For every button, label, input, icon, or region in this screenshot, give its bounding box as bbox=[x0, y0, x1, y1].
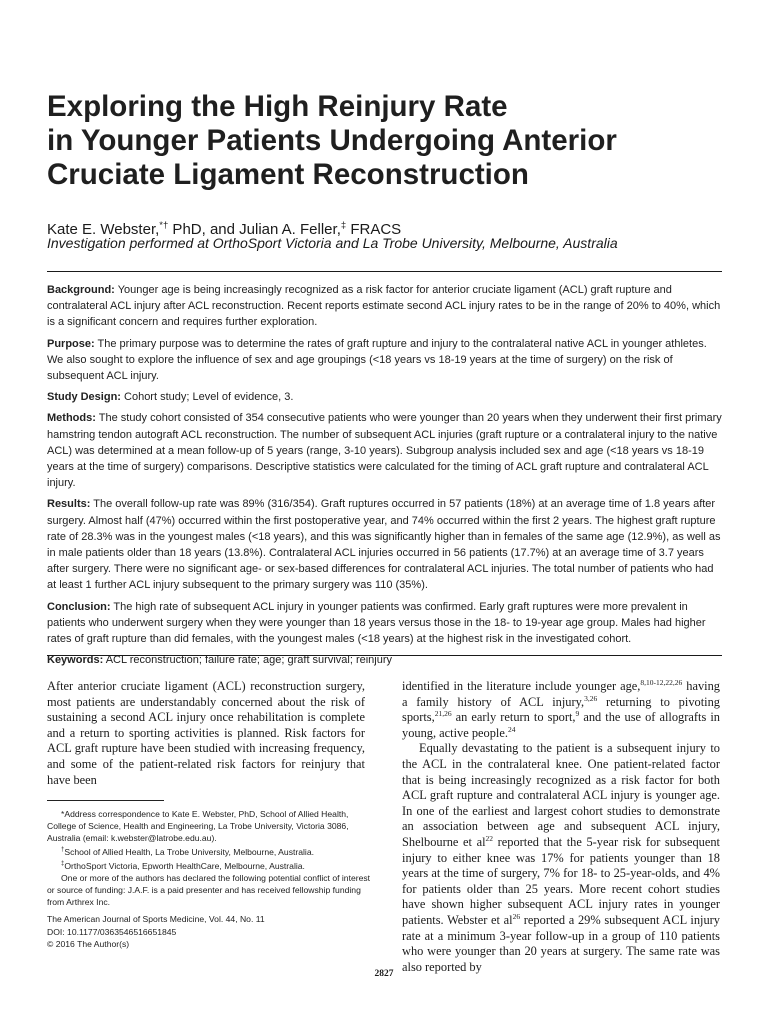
section-label: Study Design: bbox=[47, 391, 121, 404]
section-label: Background: bbox=[47, 284, 115, 296]
citation-ref: 9 bbox=[575, 709, 580, 719]
abstract-background: Background: Younger age is being increasingly recognized as a risk factor for anterior cruciate ligament (ACL) graft rupture and contralateral ACL injury after ACL reconstruction. Recent reports estimate second ACL injury rates to be in the range of 20% to 40%, which is a significant concern and requires further exploration. bbox=[47, 284, 721, 329]
abstract-bottom-rule bbox=[47, 655, 722, 656]
section-label: Conclusion: bbox=[47, 600, 111, 613]
section-label: Purpose: bbox=[47, 337, 95, 350]
footnote-affiliation: †School of Allied Health, La Trobe University, Melbourne, Australia. bbox=[61, 846, 315, 857]
body-left-column bbox=[47, 679, 365, 788]
footnote-correspondence: *Address correspondence to Kate E. Webster, PhD, School of Allied Health, College of Science, Health and Engineering, La Trobe University, Victoria 3086, Australia (email: k.webster@latrobe.edu.au). bbox=[47, 809, 349, 843]
citation-ref: 26 bbox=[512, 911, 521, 921]
footnote-rule bbox=[47, 800, 164, 801]
abstract bbox=[47, 282, 722, 673]
journal-info bbox=[47, 913, 377, 951]
citation-ref: 21,26 bbox=[434, 709, 452, 719]
footnote-conflict: One or more of the authors has declared the following potential conflict of interest or source of funding: J.A.F. is a paid presenter and has received fellowship funding from Arthrex Inc. bbox=[47, 872, 371, 907]
journal-copyright: © 2016 The Author(s) bbox=[47, 939, 130, 949]
abstract-conclusion: Conclusion: The high rate of subsequent ACL injury in younger patients was confirmed. Early graft ruptures were more prevalent in patients who underwent surgery when they were younger than 18 years versus those in the 18- to 19-year age group. Males had higher rates of graft rupture than did females, with the youngest males (<18 years) at the highest risk in the investigated cohort. bbox=[47, 600, 706, 646]
abstract-methods: Methods: The study cohort consisted of 354 consecutive patients who were younger than 20 years when they underwent their first primary hamstring tendon autograft ACL reconstruction. The number of subsequent ACL injuries (graft rupture or a contralateral injury to the native ACL) was determined at a mean follow-up of 5 years (range, 3-10 years). Subgroup analysis included sex and age (<18 years vs 18-19 years at the time of surgery) comparisons. Descriptive statistics were calculated for the timing of ACL graft rupture and contralateral ACL injury. bbox=[47, 412, 722, 490]
title-line: in Younger Patients Undergoing Anterior bbox=[47, 124, 617, 157]
abstract-study-design: Study Design: Cohort study; Level of evidence, 3. bbox=[47, 391, 294, 404]
footnote-affiliation: ‡OrthoSport Victoria, Epworth HealthCare, Melbourne, Australia. bbox=[61, 860, 305, 871]
author-degree: FRACS bbox=[346, 221, 402, 238]
section-label: Methods: bbox=[47, 412, 96, 425]
abstract-purpose: Purpose: The primary purpose was to determine the rates of graft rupture and injury to the contralateral native ACL in younger athletes. We also sought to explore the influence of sex and age groupings (<18 years vs 18-19 years at the time of surgery) on the risk of subsequent ACL injury. bbox=[47, 337, 707, 383]
abstract-results: Results: The overall follow-up rate was 89% (316/354). Graft ruptures occurred in 57 patients (18%) at an average time of 1.8 years after surgery. Almost half (47%) occurred within the first postoperative year, and 74% occurred within the first 2 years. The highest graft rupture rate of 28.3% was in the youngest males (<18 years), and this was significantly higher than in females of the same age (12.9%), as well as in male patients older than 18 years (13.8%). Contralateral ACL injuries occurred in 56 patients (17.7%) at an average time of 3.7 years after surgery. There were no significant age- or sex-based differences for contralateral ACL injuries. The total number of patients who had at least 1 further ACL injury subsequent to the primary surgery was 110 (35%). bbox=[47, 498, 721, 592]
footnotes bbox=[47, 808, 377, 908]
abstract-top-rule bbox=[47, 271, 722, 272]
citation-ref: 24 bbox=[507, 724, 516, 734]
journal-doi: DOI: 10.1177/0363546516651845 bbox=[47, 926, 177, 937]
institution-line: Investigation performed at OrthoSport Victoria and La Trobe University, Melbourne, Australia bbox=[47, 235, 618, 251]
title-line: Cruciate Ligament Reconstruction bbox=[47, 158, 529, 191]
body-right-column bbox=[402, 679, 720, 975]
abstract-keywords: Keywords: ACL reconstruction; failure rate; age; graft survival; reinjury bbox=[47, 654, 393, 667]
section-label: Results: bbox=[47, 498, 91, 511]
citation-ref: 8,10-12,22,26 bbox=[640, 677, 683, 687]
section-label: Keywords: bbox=[47, 654, 104, 667]
author-affiliation-mark: *† bbox=[159, 220, 169, 231]
author-degree: PhD, and Julian A. Feller, bbox=[168, 221, 341, 238]
citation-ref: 3,26 bbox=[584, 693, 598, 703]
author-affiliation-mark: ‡ bbox=[340, 220, 347, 231]
page-number: 2827 bbox=[374, 969, 394, 979]
title-line: Exploring the High Reinjury Rate bbox=[47, 90, 508, 123]
article-title bbox=[47, 90, 727, 192]
body-paragraph: Equally devastating to the patient is a subsequent injury to the ACL in the contralateral knee. One patient-related factor that is being increasingly recognized as a risk factor for both ACL graft rupture and contralateral ACL injury is younger age. In one of the earliest and largest cohort studies to demonstrate an association between age and subsequent ACL injury, Shelbourne et $al^{22}$ reported that the 5-year risk for subsequent injury to either knee was 17% for patients younger than 18 years at the time of surgery, 7% for 18- to 25-year-olds, and 4% for patients older than 25 years. More recent cohort studies have shown higher subsequent ACL injury rates in younger patients. Webster et $al^{26}$ reported a 29% subsequent ACL injury rate at a minimum 3-year follow-up in a group of 110 patients who were younger than 20 years at surgery. The same rate was also reported by bbox=[402, 741, 720, 974]
body-paragraph: After anterior cruciate ligament (ACL) reconstruction surgery, most patients are understandably concerned about the risk of sustaining a second ACL injury once rehabilitation is complete and a return to sporting activities is planned. Risk factors for ACL graft rupture have been studied with increasing frequency, and some of the patient-related risk factors for reinjury that have been bbox=[47, 679, 365, 787]
citation-ref: 22 bbox=[485, 833, 494, 843]
journal-citation: The American Journal of Sports Medicine, Vol. 44, No. 11 bbox=[47, 914, 265, 924]
body-paragraph: identified in the literature include younger age,$^{8,10-12,22,26}$ having a family history of ACL injury,$^{3,26}$ returning to pivoting sports,$^{21,26}$ an early return to sport,$^9$ and the use of allografts in young, active people.$^{24}$ bbox=[402, 677, 720, 740]
author-name: Kate E. Webster, bbox=[47, 221, 160, 238]
